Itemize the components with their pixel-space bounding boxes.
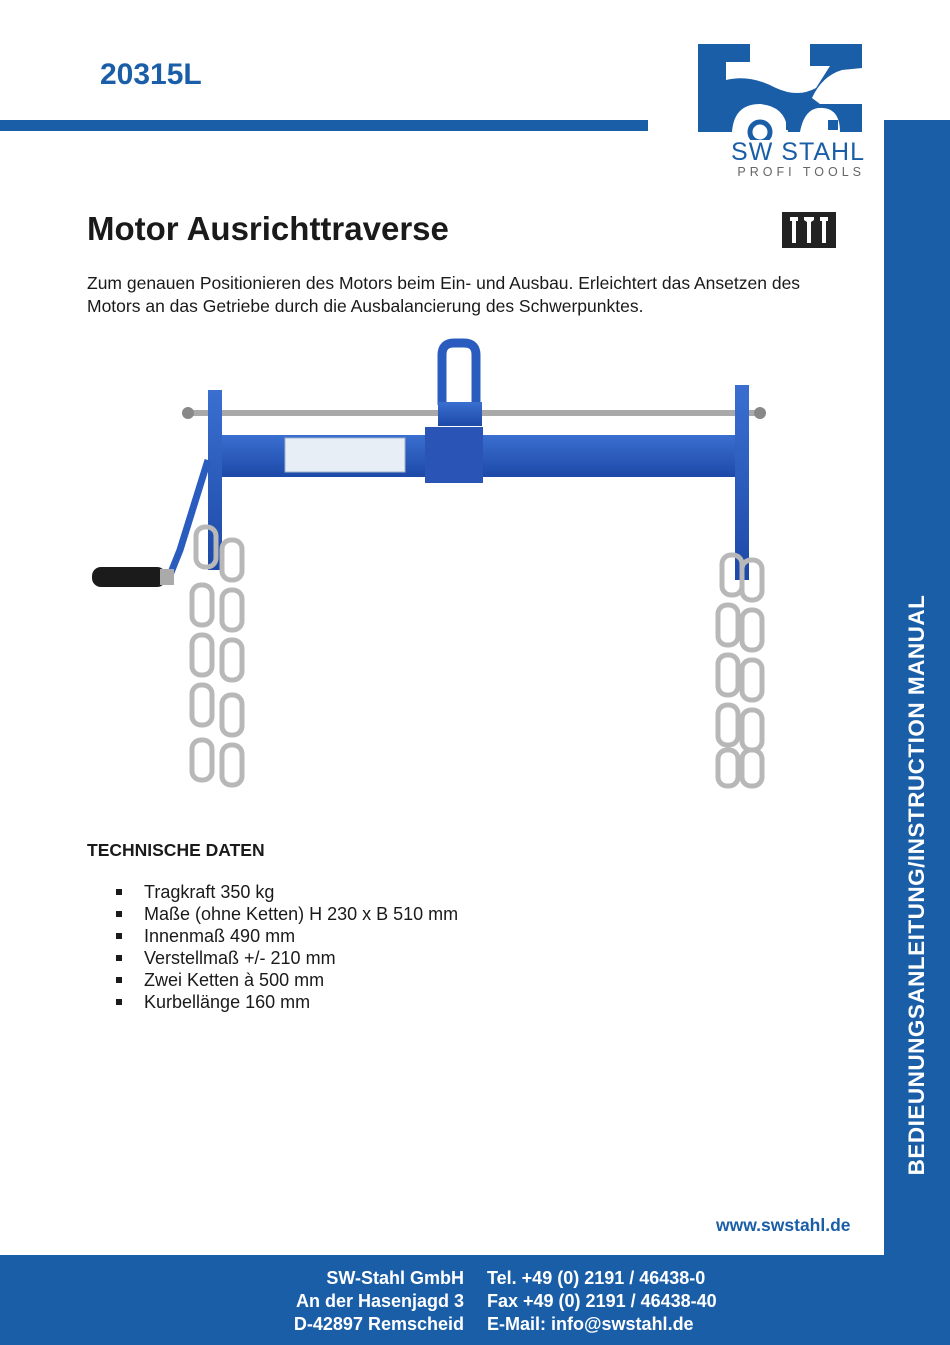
spec-list	[116, 881, 458, 1013]
spec-text: Zwei Ketten à 500 mm	[144, 970, 325, 990]
list-item	[116, 925, 458, 947]
list-item	[116, 903, 458, 925]
footer-contact	[487, 1267, 717, 1336]
fax: Fax +49 (0) 2191 / 46438-40	[487, 1291, 717, 1311]
product-description: Zum genauen Positionieren des Motors beim Ein- und Ausbau. Erleichtert das Ansetzen des Motors an das Getriebe durch die Ausbalancierung des Schwerpunktes.	[87, 273, 801, 316]
phone: Tel. +49 (0) 2191 / 46438-0	[487, 1268, 706, 1288]
list-item	[116, 991, 458, 1013]
spec-text: Maße (ohne Ketten) H 230 x B 510 mm	[144, 904, 459, 924]
spec-text: Tragkraft 350 kg	[144, 882, 275, 902]
bullet-icon	[116, 933, 122, 939]
bullet-icon	[116, 955, 122, 961]
footer	[0, 1255, 950, 1345]
bullet-icon	[116, 977, 122, 983]
bullet-icon	[116, 889, 122, 895]
technical-data-heading: TECHNISCHE DATEN	[87, 840, 265, 860]
bullet-icon	[116, 911, 122, 917]
website-link[interactable]: www.swstahl.de	[716, 1215, 851, 1235]
bullet-icon	[116, 999, 122, 1005]
brand-name: SW STAHL	[731, 138, 865, 166]
article-number: 20315L	[100, 58, 202, 91]
header-rule	[0, 120, 648, 131]
engine-leveler-illustration	[80, 335, 780, 805]
email-link[interactable]: E-Mail: info@swstahl.de	[487, 1314, 694, 1334]
list-item	[116, 969, 458, 991]
wrench-icon	[782, 212, 836, 248]
brand-tagline: PROFI TOOLS	[737, 165, 865, 179]
company-name: SW-Stahl GmbH	[326, 1268, 464, 1288]
city: D-42897 Remscheid	[293, 1314, 464, 1334]
spec-text: Verstellmaß +/- 210 mm	[144, 948, 336, 968]
logo-mark-icon	[690, 40, 870, 140]
product-image	[80, 335, 780, 805]
list-item	[116, 947, 458, 969]
product-title: Motor Ausrichttraverse	[87, 210, 449, 247]
spec-text: Innenmaß 490 mm	[144, 926, 296, 946]
street: An der Hasenjagd 3	[295, 1291, 464, 1311]
brand-logo	[690, 40, 870, 185]
footer-address	[294, 1267, 464, 1336]
list-item	[116, 881, 458, 903]
side-label: BEDIEUNUNGSANLEITUNG/INSTRUCTION MANUAL	[904, 594, 929, 1176]
spec-text: Kurbellänge 160 mm	[144, 992, 311, 1012]
